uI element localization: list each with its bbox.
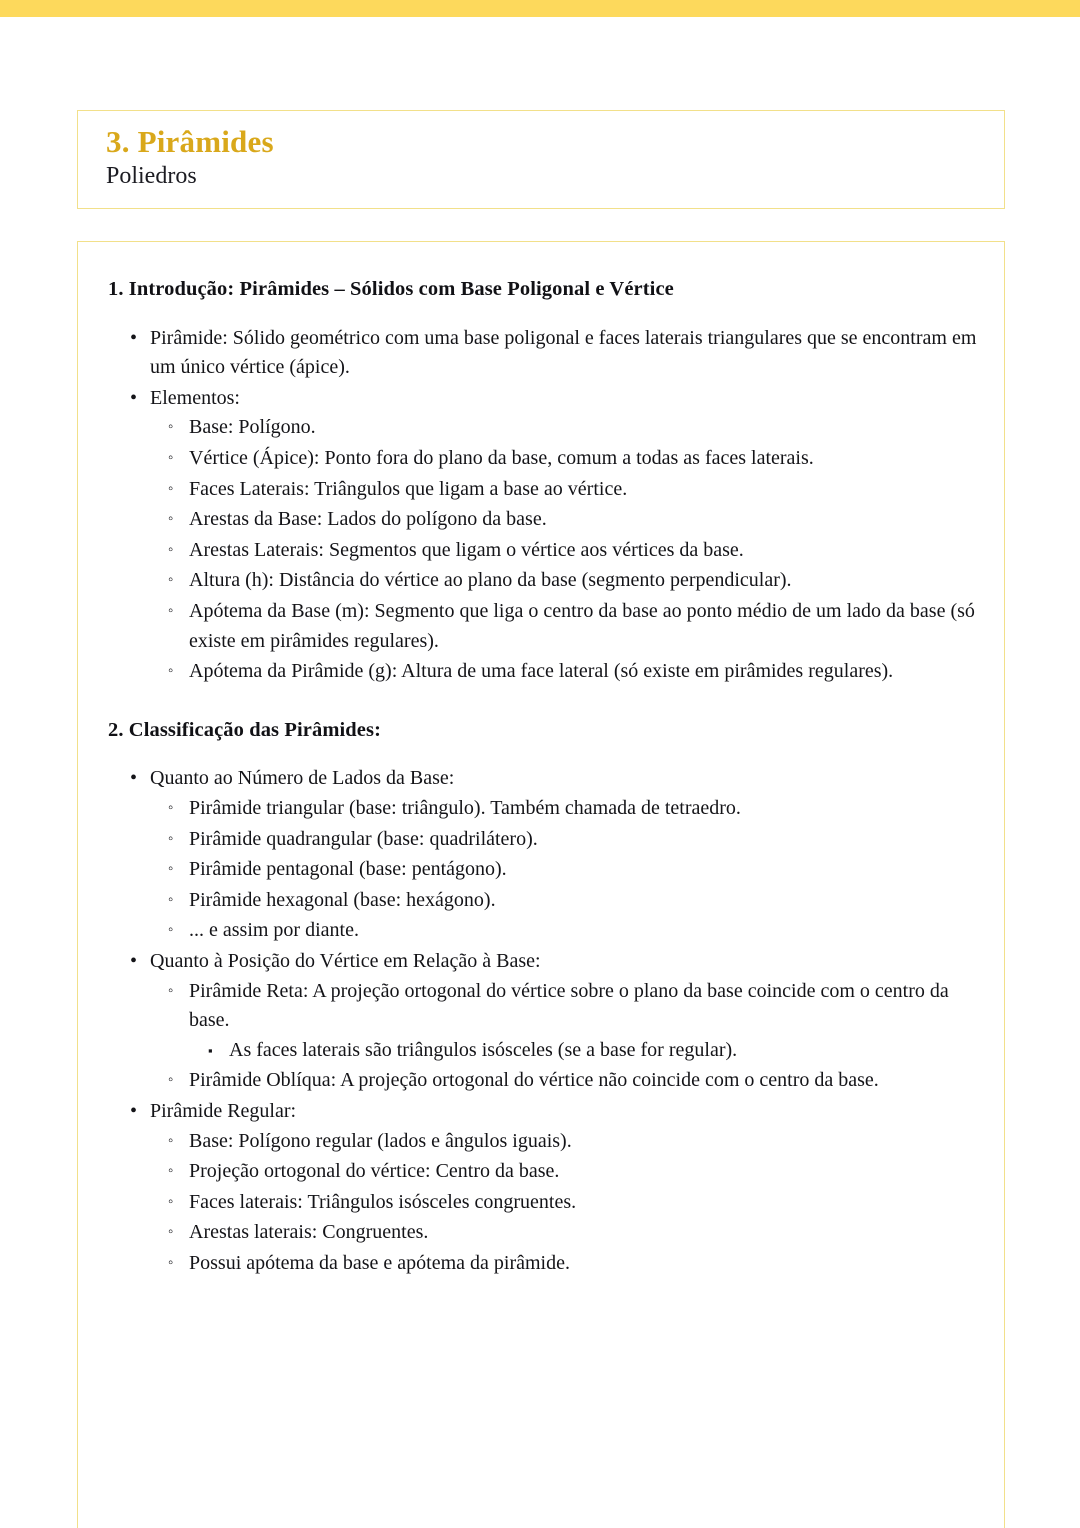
bullet-marker-icon: ◦ <box>168 982 174 999</box>
document-section <box>108 276 978 687</box>
list-item <box>189 1036 978 1066</box>
list-item-text: Pirâmide Reta: A projeção ortogonal do vértice sobre o plano da base coincide com o centro da base. <box>189 979 949 1032</box>
bullet-marker-icon: ◦ <box>168 663 174 680</box>
list-item-text: Arestas da Base: Lados do polígono da base. <box>189 508 547 531</box>
bullet-marker-icon: ◦ <box>168 1193 174 1210</box>
bullet-marker-icon: ◦ <box>168 450 174 467</box>
list-item-text: Apótema da Pirâmide (g): Altura de uma face lateral (só existe em pirâmides regulares). <box>189 660 894 683</box>
list-item-text: Quanto à Posição do Vértice em Relação à Base: <box>150 949 541 972</box>
bullet-marker-icon: • <box>130 767 138 790</box>
bullet-marker-icon: • <box>130 949 138 972</box>
bullet-marker-icon: ◦ <box>168 1072 174 1089</box>
top-accent-bar <box>0 0 1080 17</box>
list-item-text: Pirâmide pentagonal (base: pentágono). <box>189 858 507 881</box>
list-item-text: Quanto ao Número de Lados da Base: <box>150 767 455 790</box>
bullet-marker-icon: ◦ <box>168 511 174 528</box>
list-item-text: Base: Polígono. <box>189 416 316 439</box>
bullet-list-level-2 <box>150 1127 978 1279</box>
list-item-text: Pirâmide quadrangular (base: quadrilátero). <box>189 827 538 850</box>
document-section <box>108 717 978 1279</box>
bullet-marker-icon: ◦ <box>168 602 174 619</box>
list-item <box>150 505 978 535</box>
list-item <box>150 886 978 916</box>
bullet-marker-icon: ◦ <box>168 861 174 878</box>
list-item <box>150 444 978 474</box>
list-item <box>108 764 978 946</box>
bullet-marker-icon: ◦ <box>168 830 174 847</box>
bullet-marker-icon: ◦ <box>168 1163 174 1180</box>
list-item-text: Possui apótema da base e apótema da pirâmide. <box>189 1251 570 1274</box>
bullet-marker-icon: • <box>130 326 138 349</box>
bullet-marker-icon: ◦ <box>168 922 174 939</box>
list-item <box>150 855 978 885</box>
content-card <box>77 241 1005 1528</box>
bullet-marker-icon: • <box>130 386 138 409</box>
section-heading: 2. Classificação das Pirâmides: <box>108 718 381 741</box>
list-item-text: Elementos: <box>150 386 240 409</box>
list-item-text: Arestas Laterais: Segmentos que ligam o vértice aos vértices da base. <box>189 538 744 561</box>
list-item <box>108 1097 978 1279</box>
bullet-marker-icon: ◦ <box>168 891 174 908</box>
list-item <box>150 566 978 596</box>
title-card <box>77 110 1005 209</box>
list-item <box>150 475 978 505</box>
list-item <box>150 413 978 443</box>
list-item <box>150 1066 978 1096</box>
bullet-list-level-1 <box>108 324 978 687</box>
list-item-text: Altura (h): Distância do vértice ao plano da base (segmento perpendicular). <box>189 569 792 592</box>
list-item-text: Arestas laterais: Congruentes. <box>189 1221 429 1244</box>
bullet-marker-icon: ◦ <box>168 572 174 589</box>
bullet-marker-icon: ◦ <box>168 1132 174 1149</box>
bullet-marker-icon: ◦ <box>168 541 174 558</box>
section-heading: 1. Introdução: Pirâmides – Sólidos com Base Poligonal e Vértice <box>108 278 674 300</box>
bullet-marker-icon: ◦ <box>168 419 174 436</box>
bullet-list-level-2 <box>150 413 978 686</box>
bullet-marker-icon: ▪ <box>208 1042 213 1058</box>
list-item <box>150 1127 978 1157</box>
list-item-text: Pirâmide triangular (base: triângulo). Também chamada de tetraedro. <box>189 797 741 819</box>
bullet-marker-icon: ◦ <box>168 1224 174 1241</box>
list-item <box>108 384 978 687</box>
list-item-text: Pirâmide Regular: <box>150 1099 297 1122</box>
bullet-list-level-1 <box>108 764 978 1278</box>
list-item <box>150 916 978 946</box>
page-subtitle: Poliedros <box>106 162 197 189</box>
bullet-list-level-2 <box>150 977 978 1096</box>
list-item <box>150 1218 978 1248</box>
list-item <box>108 324 978 383</box>
page-title: 3. Pirâmides <box>106 124 274 159</box>
list-item <box>150 825 978 855</box>
bullet-list-level-2 <box>150 794 978 946</box>
list-item-text: Apótema da Base (m): Segmento que liga o centro da base ao ponto médio de um lado da base (só existe em pirâmides regulares). <box>189 599 975 652</box>
list-item-text: ... e assim por diante. <box>189 919 359 942</box>
list-item <box>150 1188 978 1218</box>
bullet-marker-icon: ◦ <box>168 1254 174 1271</box>
list-item <box>150 657 978 687</box>
bullet-marker-icon: • <box>130 1099 138 1122</box>
bullet-marker-icon: ◦ <box>168 800 174 816</box>
list-item <box>150 977 978 1066</box>
list-item-text: Faces Laterais: Triângulos que ligam a base ao vértice. <box>189 477 628 500</box>
list-item <box>108 947 978 1096</box>
list-item <box>150 536 978 566</box>
list-item-text: Pirâmide Oblíqua: A projeção ortogonal do vértice não coincide com o centro da base. <box>189 1069 879 1092</box>
document-body <box>78 242 1004 1279</box>
bullet-marker-icon: ◦ <box>168 480 174 497</box>
list-item-text: Projeção ortogonal do vértice: Centro da base. <box>189 1160 560 1183</box>
list-item-text: Faces laterais: Triângulos isósceles congruentes. <box>189 1190 577 1213</box>
list-item-text: As faces laterais são triângulos isósceles (se a base for regular). <box>229 1038 738 1061</box>
bullet-list-level-3 <box>189 1036 978 1066</box>
list-item-text: Base: Polígono regular (lados e ângulos iguais). <box>189 1129 572 1152</box>
list-item <box>150 794 978 824</box>
list-item-text: Vértice (Ápice): Ponto fora do plano da base, comum a todas as faces laterais. <box>189 447 814 470</box>
list-item <box>150 1249 978 1279</box>
list-item <box>150 597 978 656</box>
list-item <box>150 1157 978 1187</box>
list-item-text: Pirâmide: Sólido geométrico com uma base poligonal e faces laterais triangulares que se encontram em um único vértice (ápice). <box>150 326 977 379</box>
list-item-text: Pirâmide hexagonal (base: hexágono). <box>189 888 496 911</box>
